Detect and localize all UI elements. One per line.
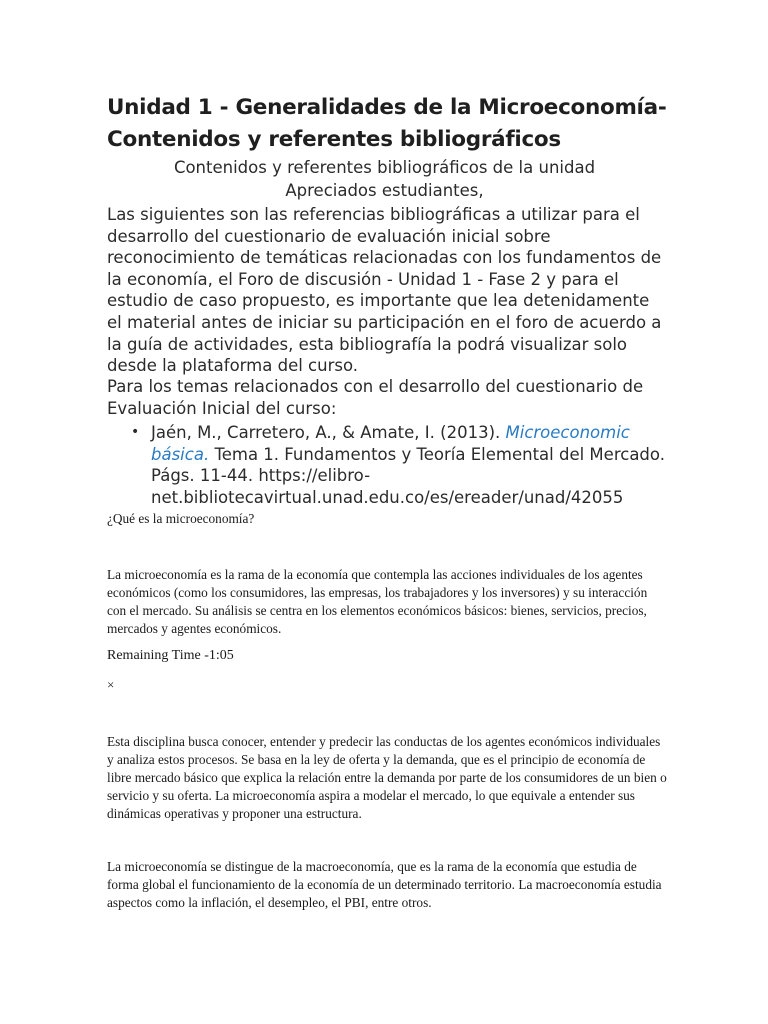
greeting: Apreciados estudiantes,	[285, 181, 484, 200]
title-line-2: Contenidos y referentes bibliográficos	[107, 127, 561, 152]
close-icon[interactable]: ×	[107, 677, 115, 692]
remaining-time-label: Remaining Time -1:05	[107, 648, 234, 663]
bullet-icon: •	[131, 424, 140, 440]
intro-paragraph: Las siguientes son las referencias bibliográficas a utilizar para el desarrollo del cuestionario de evaluación inicial sobre reconocimiento de temáticas relacionadas con los fundamentos de la economía, el Foro de discusión - Unidad 1 - Fase 2 y para el estudio de caso propuesto, es importante que lea detenidamente el material antes de iniciar su participación en el foro de acuerdo a la guía de actividades, esta bibliografía la podrá visualizar solo desde la plataforma del curso.	[107, 205, 662, 376]
macroeconomics-paragraph: La microeconomía se distingue de la macroeconomía, que es la rama de la economía que estudia de forma global el funcionamiento de la economía de un determinado territorio. La macroeconomía estudia aspectos como la inflación, el desempleo, el PBI, entre otros.	[107, 859, 662, 910]
bib-authors: Jaén, M., Carretero, A., & Amate, I. (2013).	[151, 423, 501, 442]
bibliography-item	[131, 422, 667, 508]
title-line-1: Unidad 1 - Generalidades de la Microeconomía-	[107, 95, 667, 120]
section-question: ¿Qué es la microeconomía?	[107, 511, 255, 526]
discipline-paragraph: Esta disciplina busca conocer, entender y predecir las conductas de los agentes económicos individuales y analiza estos procesos. Se basa en la ley de oferta y la demanda, que es el principio de economía de libre mercado básico que explica la relación entre la demanda por parte de los consumidores de un bien o servicio y su oferta. La microeconomía aspira a modelar el mercado, lo que equivale a entender sus dinámicas operativas y proponer una estructura.	[107, 734, 667, 821]
definition-paragraph: La microeconomía es la rama de la economía que contempla las acciones individuales de los agentes económicos (como los consumidores, las empresas, los trabajadores y los inversores) y su interacción con el mercado. Su análisis se centra en los elementos económicos básicos: bienes, servicios, precios, mercados y agentes económicos.	[107, 567, 648, 636]
bib-title-link[interactable]: Microeconomic básica.	[151, 423, 630, 464]
bib-details: Tema 1. Fundamentos y Teoría Elemental del Mercado. Págs. 11-44. https://elibro-net.bibliotecavirtual.unad.edu.co/es/ereader/unad/42055	[151, 444, 665, 507]
topics-intro: Para los temas relacionados con el desarrollo del cuestionario de Evaluación Inicial del curso:	[107, 377, 644, 418]
page-title	[107, 92, 667, 156]
bibliography-list	[131, 422, 667, 508]
unit-subtitle: Contenidos y referentes bibliográficos de la unidad	[173, 158, 596, 177]
